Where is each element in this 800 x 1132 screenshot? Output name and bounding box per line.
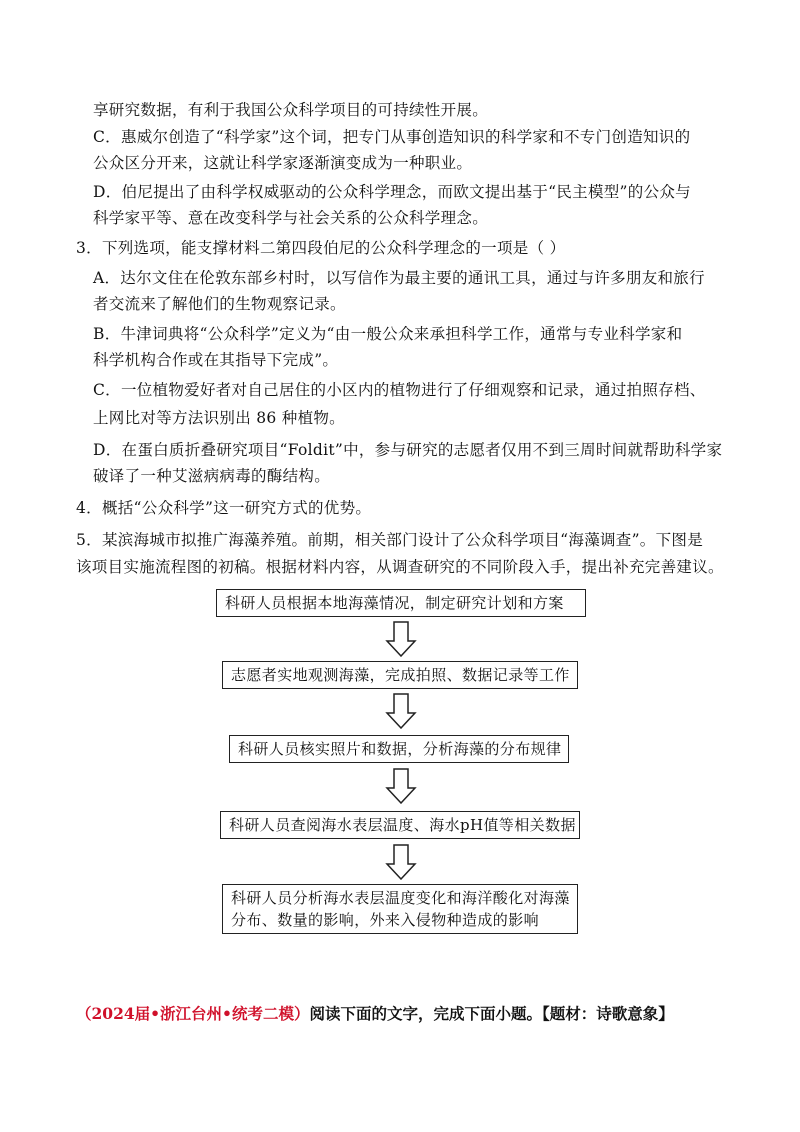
q2-option-b-continuation: 享研究数据，有利于我国公众科学项目的可持续性开展。 — [93, 101, 489, 119]
q3-option-c-line2: 上网比对等方法识别出 86 种植物。 — [93, 409, 345, 427]
flowchart-step-5 — [222, 884, 578, 934]
flowchart-step-5-line2: 分布、数量的影响，外来入侵物种造成的影响 — [231, 911, 540, 929]
q3-option-c-line1: C．一位植物爱好者对自己居住的小区内的植物进行了仔细观察和记录，通过拍照存档、 — [93, 381, 706, 399]
flowchart-step-3: 科研人员核实照片和数据，分析海藻的分布规律 — [229, 735, 569, 763]
q3-option-a-line2: 者交流来了解他们的生物观察记录。 — [93, 295, 346, 313]
q3-stem: 3．下列选项，能支撑材料二第四段伯尼的公众科学理念的一项是（ ） — [76, 239, 566, 257]
flowchart-step-2: 志愿者实地观测海藻，完成拍照、数据记录等工作 — [222, 661, 578, 689]
q2-option-c-line2: 公众区分开来，这就让科学家逐渐演变成为一种职业。 — [93, 154, 473, 172]
down-arrow-icon — [385, 768, 417, 804]
q3-option-a-line1: A．达尔文住在伦敦东部乡村时，以写信作为最主要的通讯工具，通过与许多朋友和旅行 — [93, 269, 705, 287]
q4-stem: 4．概括“公众科学”这一研究方式的优势。 — [76, 499, 372, 517]
q5-stem-line2: 该项目实施流程图的初稿。根据材料内容，从调查研究的不同阶段入手，提出补充完善建议。 — [76, 558, 724, 576]
down-arrow-icon — [385, 621, 417, 657]
exam-source-tag: （2024届•浙江台州•统考二模） — [76, 1004, 310, 1023]
q2-option-d-line1: D．伯尼提出了由科学权威驱动的公众科学理念，而欧文提出基于“民主模型”的公众与 — [93, 183, 691, 201]
q2-option-d-line2: 科学家平等、意在改变科学与社会关系的公众科学理念。 — [93, 209, 489, 227]
q5-stem-line1: 5．某滨海城市拟推广海藻养殖。前期，相关部门设计了公众科学项目“海藻调查”。下图是 — [76, 531, 704, 549]
down-arrow-icon — [385, 844, 417, 880]
next-section-instruction — [76, 1004, 674, 1024]
down-arrow-icon — [385, 693, 417, 729]
flowchart-step-4: 科研人员查阅海水表层温度、海水pH值等相关数据 — [220, 811, 580, 839]
flowchart-step-1: 科研人员根据本地海藻情况，制定研究计划和方案 — [216, 589, 586, 617]
q3-option-b-line2: 科学机构合作或在其指导下完成”。 — [93, 351, 339, 369]
q3-option-d-line2: 破译了一种艾滋病病毒的酶结构。 — [93, 467, 331, 485]
q2-option-c-line1: C．惠威尔创造了“科学家”这个词，把专门从事创造知识的科学家和不专门创造知识的 — [93, 128, 691, 146]
instruction-text: 阅读下面的文字，完成下面小题。【题材：诗歌意象】 — [309, 1004, 674, 1023]
q3-option-d-line1: D．在蛋白质折叠研究项目“Foldit”中，参与研究的志愿者仅用不到三周时间就帮助科学家 — [93, 441, 723, 459]
q3-option-b-line1: B．牛津词典将“公众科学”定义为“由一般公众来承担科学工作，通常与专业科学家和 — [93, 325, 683, 343]
flowchart-step-5-line1: 科研人员分析海水表层温度变化和海洋酸化对海藻 — [231, 889, 570, 907]
